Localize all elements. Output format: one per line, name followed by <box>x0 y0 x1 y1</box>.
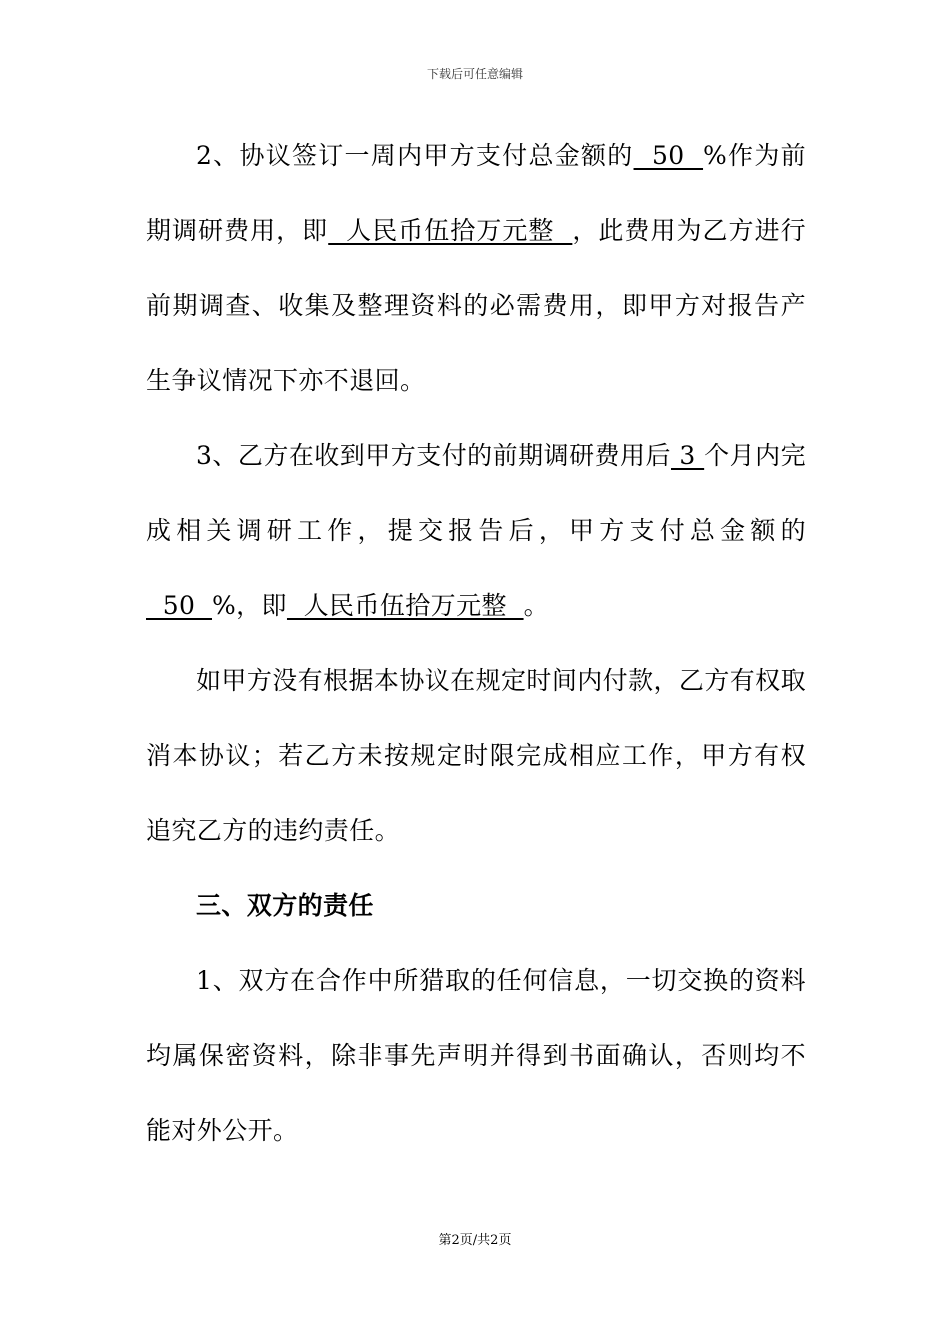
clause-2-text-3: ，此费用为乙方进行前期调查、收集及整理资料的必需费用，即甲方对报告产生争议情况下亦不退回。 <box>146 216 806 395</box>
page-footer: 第2页/共2页 <box>438 1233 512 1248</box>
confidentiality-paragraph: 1、双方在合作中所猎取的任何信息，一切交换的资料均属保密资料，除非事先声明并得到书面确认，否则均不能对外公开。 <box>146 966 806 1145</box>
clause-2-percentage-blank: 50 <box>633 141 704 170</box>
clause-2-paragraph <box>146 118 806 418</box>
clause-3-paragraph <box>146 418 806 643</box>
section-heading: 三、双方的责任 <box>196 891 374 920</box>
late-payment-paragraph: 如甲方没有根据本协议在规定时间内付款，乙方有权取消本协议；若乙方未按规定时限完成相应工作，甲方有权追究乙方的违约责任。 <box>146 666 806 845</box>
clause-3-text-4: 。 <box>523 591 549 620</box>
clause-2-text-2: %作为前期调研费用，即 <box>146 141 807 245</box>
clause-3-text-1: 3、乙方在收到甲方支付的前期调研费用后 <box>196 441 671 470</box>
clause-3-amount-blank: 人民币伍拾万元整 <box>286 591 524 620</box>
clause-3-text-2: 个月内完成相关调研工作，提交报告后，甲方支付总金额的 <box>146 441 806 545</box>
page-header: 下载后可任意编辑 <box>426 67 523 81</box>
clause-3-text-3: %，即 <box>212 591 287 620</box>
clause-3-months-blank: 3 <box>671 441 705 470</box>
clause-3-percentage-blank: 50 <box>146 591 212 620</box>
document-body <box>146 118 806 1168</box>
clause-2-amount-blank: 人民币伍拾万元整 <box>328 216 573 245</box>
clause-2-text-1: 2、协议签订一周内甲方支付总金额的 <box>196 141 634 170</box>
